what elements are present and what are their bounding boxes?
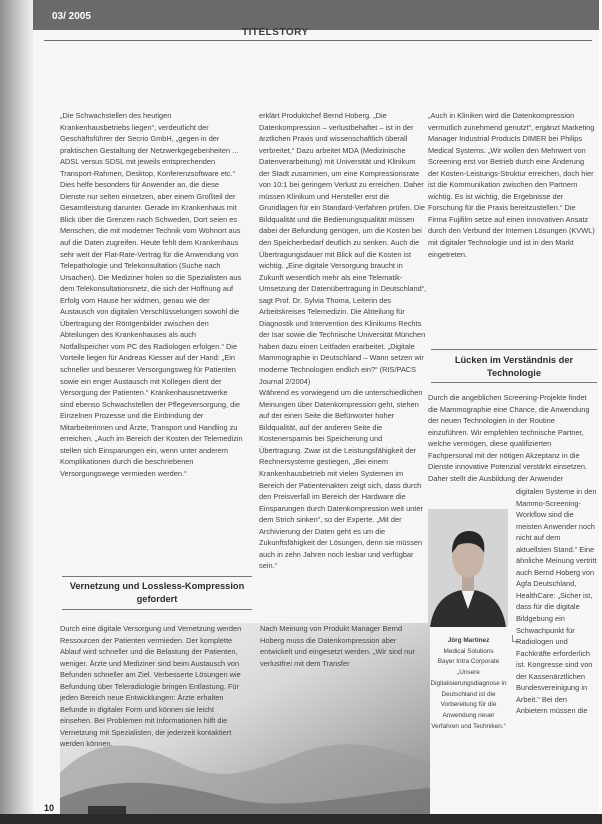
caption-quote: „Unsere Digitalisierungsdiagnose in Deutschland ist die Vorbereitung für die Anwendung neuer Verfahren und Techniken.“ xyxy=(430,669,507,730)
lower-image-area xyxy=(60,623,430,814)
subheading-vernetzung: Vernetzung und Lossless-Kompression gefordert xyxy=(69,581,245,604)
subheading-luecken: Lücken im Verständnis der Technologie xyxy=(454,355,574,378)
caption-name: Jörg Martinez xyxy=(447,637,490,644)
article-column-1 xyxy=(60,110,243,480)
column-2-lower-text: Nach Meinung von Produkt Manager Bernd Hoberg muss die Datenkompression aber entwickelt und eingesetzt werden. „Wir sind nur verlustfrei mit dem Transfer xyxy=(260,624,415,668)
column-2-paragraph-2: Während es vorwiegend um die unterschiedlichen Meinungen über Datenkompression geht, stehen auf der einen Seite die Befürworter hoher Bildqualität, auf der anderen Seite die Kostenersparnis bei Speicherung und Übertragung. Zwar ist die Leistungsfähigkeit der Rechnersysteme gestiegen, „Bei einem Krankenhausbetrieb mit vielen Systemen im Bereich der Patientenakten zeigt sich, dass durch den Preisverfall im Bereich der Hardware die Einsparungen durch Datenkompression weit unter dem Strich sinken“, so der Experte. „Mit der Archivierung der Daten geht es um die Zukunftsfähigkeit der Lösungen, denn sie müssen auch in zehn Jahren noch lesbar und verfügbar sein.“ xyxy=(259,388,423,571)
column-3-narrow-text: digitalen Systeme in den Mammo-Screening-Workflow sind die meisten Anwender noch nicht auf dem aktuellsten Stand.“ Eine ähnliche Meinung vertritt auch Bernd Hoberg von Agfa Deutschland, HealthCare: „Sicher ist, dass für die digitale Bildgebung ein Schwachpunkt für Radiologen und Fachkräfte erforderlich ist. Kongresse sind von der Kassenärztlichen Bundesvereinigung in Arbeit.“ Bei den Anbietern müssen die xyxy=(516,487,597,716)
portrait-photo xyxy=(428,509,508,627)
article-column-2 xyxy=(259,110,427,630)
column-3-lower-text: Durch die angeblichen Screening-Projekte findet die Mammographie eine Chance, die Anwendung der neuen Technologien in der Routine einzuführen. Wir empfehlen technische Partner, welche vermögen, diese qualifizierten Fachpersonal mit der nötigen Akzeptanz in die Dienste innovative Potenzial verstärkt einsetzen. Daher stellt die Ausbildung der Anwender xyxy=(428,393,590,483)
caption-role-2: Bayer Intra Corporate xyxy=(437,658,500,666)
header-rule xyxy=(44,40,592,41)
portrait-figure xyxy=(428,509,508,627)
subheading-1-rule-bottom xyxy=(62,609,252,610)
column-2-paragraph-1: erklärt Produktchef Bernd Hoberg. „Die Datenkompression – verlustbehaftet – ist in der ärztlichen Praxis und wissenschaftlich überall verbreitet,“ Dazu arbeitet MDA (Medizinische Datenverarbeitung) mit Universität und Klinikum der Stadt zusammen, um eine Kompressionsrate von 10:1 bei geringem Verlust zu erreichen. Daher müssen Klinikum und Hersteller erst die Grundlagen für ein Standard-Verfahren prüfen. Die Bildqualität und die Bedienungsqualität müssen dabei der Befundung genügen, um die Kosten bei den Speicherbedarf deutlich zu senken. Auch die Übertragungsdauer mit Blick auf die Kosten ist wichtig. „Eine digitale Versorgung braucht in Zukunft wesentlich mehr als eine Telematik-Umsetzung der Datenübertragung in Deutschland“, sagt Prof. Dr. Sylvia Thoma, Leiterin des Arbeitskreises Telemedizin. Die Abteilung für Diagnostik und Intervention des Klinikums Rechts der Isar sowie die Technische Universität München haben dazu einen Leitfaden erarbeitet. „Digitale Mammographie in Deutschland – Wann setzen wir moderne Technologien endlich ein?“ (RIS/PACS Journal 2/2004) xyxy=(259,111,427,386)
page-number: 10 xyxy=(44,803,55,813)
subheading-2-rule-top xyxy=(431,349,597,350)
photo-caption xyxy=(428,636,509,732)
column-3-paragraph: „Auch in Kliniken wird die Datenkompression vermutlich zunehmend genutzt“, ergänzt Marketing Manager Industrial Products DIMER bei Philips Medical Systems. „Wir wollen den Mehrwert von Screening erst vor Betrieb durch eine Änderung der Kosten-Leistungs-Struktur erreichen, doch hier ist die Kommunikation zwischen den Partnern wichtig. Es ist wichtig, die Ergebnisse der Forschung für die Praxis bereitzustellen.“ Die Firma Fujifilm setze auf einen innovativen Ansatz durch den Verbund der Internen Lösungen (KVWL) mit digitaler Technologie und ist in den Markt eingetreten. xyxy=(428,111,595,259)
section-title: TITELSTORY xyxy=(242,27,309,38)
issue-label: 03/ 2005 xyxy=(52,11,91,22)
caption-role-1: Medical Solutions xyxy=(443,647,494,655)
column-1-paragraph: „Die Schwachstellen des heutigen Krankenhausbetriebs liegen“, verdeutlicht der Geschäftsführer der Secrio GmbH, „gegen in der praktischen Gestaltung der Netzwerkgegebenheiten ... ADSL versus SDSL mit jeweils entsprechenden Transport-Rahmen, Desktop, Konferenzsoftware etc.“ Dies helfe besonders für Anwender an, die diese Dienste nur selten einsetzen, aber einem Großteil der Gesamtleistung darunter. Gerade im Krankenhaus mit Blick über die Grenzen nach Schweden, Dort seien es Menschen, die mit moderner Technik vom Wohnort aus auf die Daten zugreifen. Heute fehlt dem Krankenhaus sehr weit der Flat-Rate-Vertrag für die Anwendung von Telepathologie und Telekonsultation (Suche nach Ursachen). Die Mediziner holen so die Spezialisten aus dem Telekonsultationsnetz, die sich der Hoffnung auf Erfolg vom Hause her widmen, genau wie der Austausch von digitalen Verschlüsselungen sowohl die Übertragung der Röntgenbilder zwischen den Abteilungen des Krankenhauses als auch Notfallspeicher vom PC des Radiologen erfolgen.“ Die Vorteile liegen für Andreas Kiesser auf der Hand: „Ein schneller und besserer Versorgungsweg für Patienten sowie ein enger Austausch mit Kollegen dient der Versorgung der Patienten.“ Krankenhausnetzwerke sind ebenso Schwachstellen der Pflegeversorgung, die Einzelnen Prozesse und die Einbindung der Mitarbeiterinnen und Ärzte, Transport und Handling zu erreichen. „Auch im Bereich der Kosten der Telemedizin stellen sich Einsparungen ein, wenn unter anderem Komplikationen durch die beschriebenen Versorgungswege vermieden werden.“ xyxy=(60,111,243,478)
column-1-lower-text: Durch eine digitale Versorgung und Vernetzung werden Ressourcen der Patienten vermieden. Der komplette Ablauf wird schneller und die Belastung der Patienten, weniger. Ärzte und Mediziner sind beim Austausch von Befunden schneller am Ziel. Verbesserte Lösungen wie Befundung über Teleradiologie bringen Entlastung. Für jeden Bereich neue Entwicklungen: Ärzte erhalten Befunde in digitaler Form und können sie leicht einsehen. Bei Problemen mit Informationen hilft die Vernetzung mit Spezialisten, die jederzeit kontaktiert werden können. xyxy=(60,624,242,749)
page-binding-shadow xyxy=(0,0,33,824)
subheading-1-rule-top xyxy=(62,576,252,577)
bottom-edge xyxy=(0,814,602,824)
subheading-2-rule-bottom xyxy=(431,382,597,383)
header-band xyxy=(33,0,599,30)
article-column-3 xyxy=(428,110,596,340)
publisher-logo xyxy=(88,806,126,814)
